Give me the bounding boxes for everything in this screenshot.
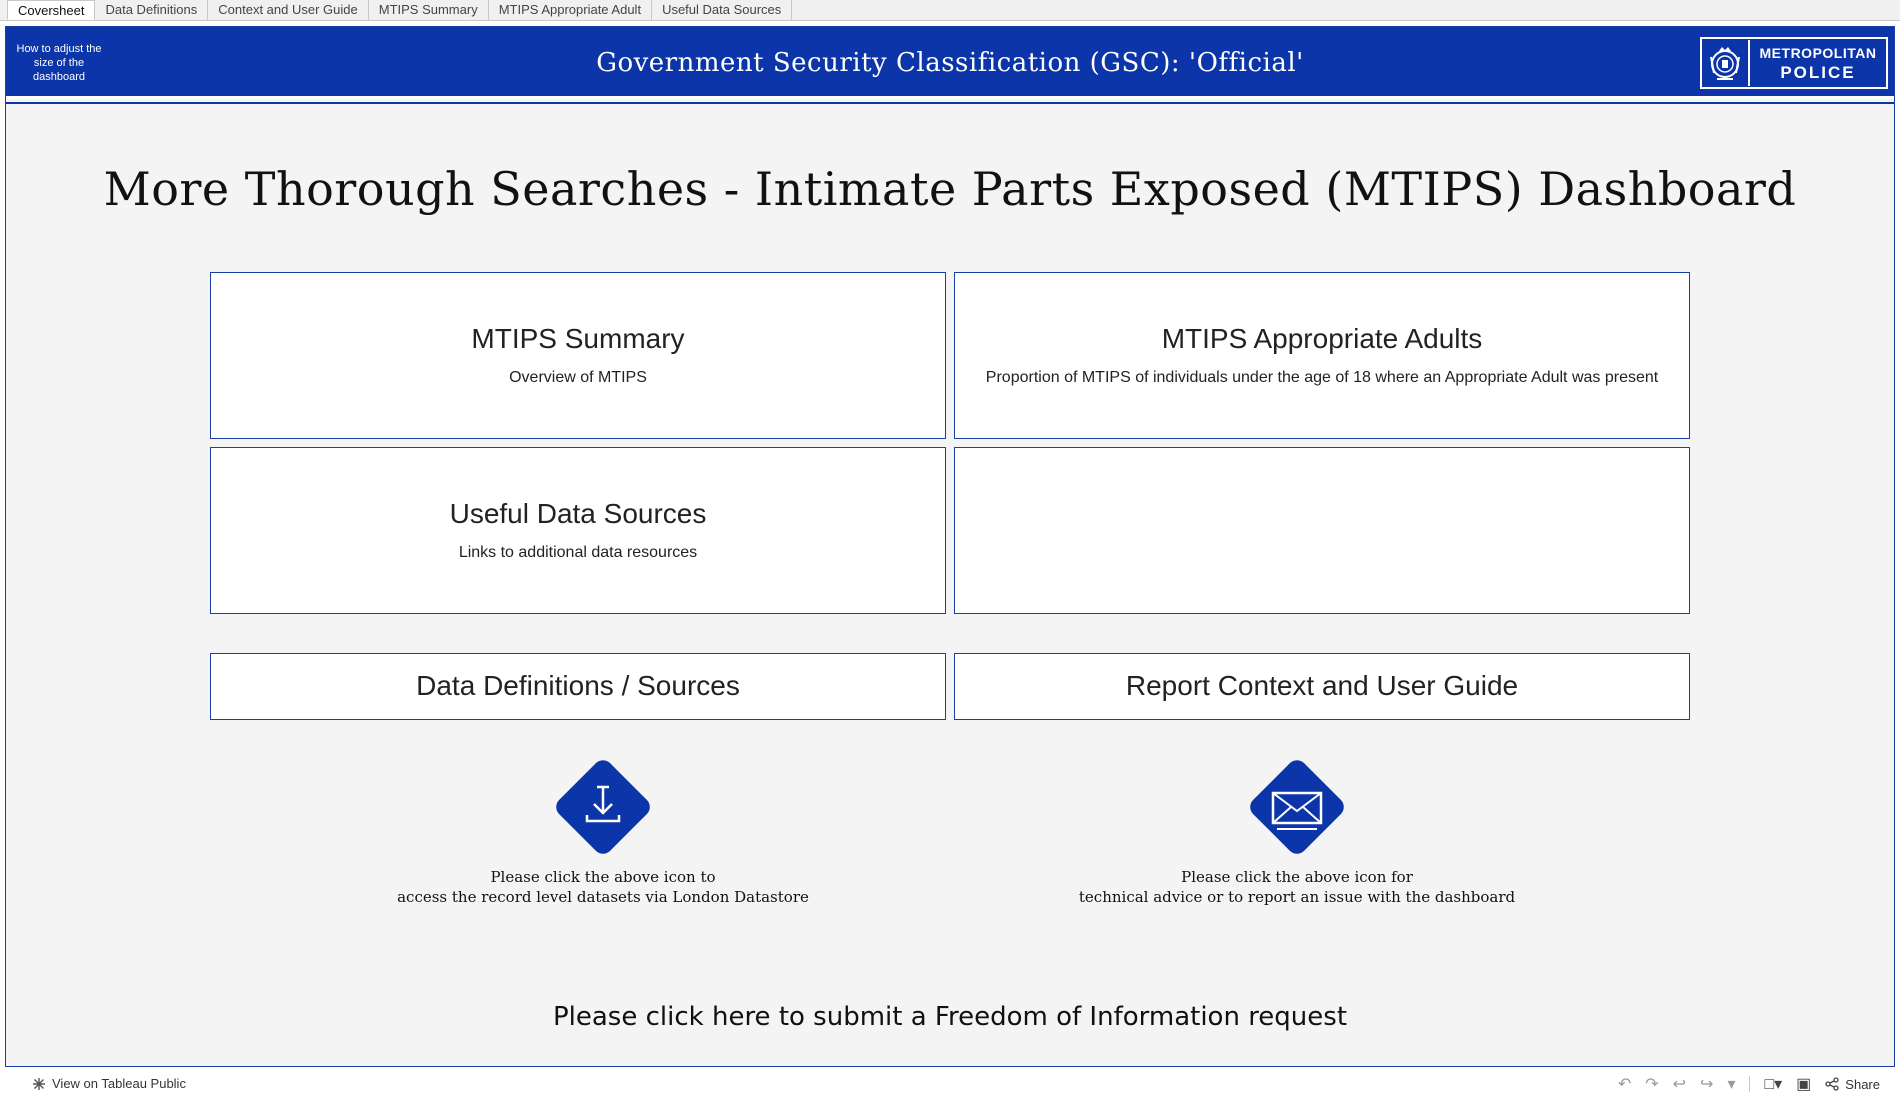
download-icon bbox=[553, 757, 653, 857]
toolbar-separator bbox=[1749, 1076, 1750, 1092]
data-definitions-button[interactable] bbox=[210, 653, 946, 720]
redo-icon[interactable]: ↷ bbox=[1645, 1076, 1659, 1093]
mtips-summary-card[interactable] bbox=[210, 272, 946, 439]
tab-context-user-guide[interactable]: Context and User Guide bbox=[208, 0, 368, 20]
caption-line-1: Please click the above icon to bbox=[490, 868, 716, 886]
header-bar bbox=[6, 27, 1894, 99]
tableau-link-label: View on Tableau Public bbox=[52, 1076, 186, 1091]
mtips-appropriate-adults-card[interactable] bbox=[954, 272, 1690, 439]
share-label: Share bbox=[1845, 1076, 1880, 1092]
download-caption bbox=[353, 867, 853, 907]
caption-line-2: technical advice or to report an issue with the dashboard bbox=[1078, 888, 1516, 906]
pause-dropdown-icon[interactable]: ▾ bbox=[1727, 1076, 1736, 1093]
logo-line-2: POLICE bbox=[1780, 63, 1856, 82]
useful-data-sources-card[interactable] bbox=[210, 447, 946, 614]
foi-request-link[interactable]: Please click here to submit a Freedom of Information request bbox=[552, 1002, 1348, 1032]
revert-icon[interactable]: ↩ bbox=[1672, 1076, 1687, 1093]
share-icon bbox=[1825, 1077, 1839, 1091]
envelope-icon bbox=[1247, 757, 1347, 857]
tableau-logo-icon bbox=[32, 1077, 46, 1091]
logo-wordmark bbox=[1750, 44, 1886, 82]
met-police-logo[interactable] bbox=[1700, 37, 1888, 89]
header-divider bbox=[6, 102, 1894, 104]
empty-card bbox=[954, 447, 1690, 614]
card-subtitle: Overview of MTIPS bbox=[509, 369, 647, 386]
share-button[interactable] bbox=[1825, 1077, 1880, 1092]
caption-line-2: access the record level datasets via London Datastore bbox=[397, 888, 809, 906]
email-caption bbox=[1047, 867, 1547, 907]
page-title: More Thorough Searches - Intimate Parts Exposed (MTIPS) Dashboard bbox=[103, 162, 1797, 216]
classification-banner: Government Security Classification (GSC): 'Official' bbox=[596, 48, 1304, 78]
card-title: MTIPS Appropriate Adults bbox=[1161, 323, 1483, 354]
tab-useful-data-sources[interactable]: Useful Data Sources bbox=[652, 0, 792, 20]
card-title: MTIPS Summary bbox=[471, 323, 685, 354]
card-subtitle: Links to additional data resources bbox=[458, 544, 698, 561]
adjust-size-button[interactable]: How to adjust the size of the dashboard bbox=[16, 43, 102, 83]
contact-email-button[interactable] bbox=[1247, 757, 1347, 857]
tableau-toolbar bbox=[0, 1068, 1900, 1100]
logo-line-1: METROPOLITAN bbox=[1759, 45, 1877, 61]
caption-line-1: Please click the above icon for bbox=[1181, 868, 1413, 886]
undo-icon[interactable]: ↶ bbox=[1617, 1076, 1632, 1093]
button-label: Report Context and User Guide bbox=[1125, 670, 1519, 701]
tab-coversheet[interactable]: Coversheet bbox=[7, 0, 95, 20]
dashboard-canvas bbox=[5, 26, 1895, 1067]
tab-mtips-summary[interactable]: MTIPS Summary bbox=[369, 0, 489, 20]
toolbar-actions bbox=[1618, 1074, 1880, 1094]
tab-data-definitions[interactable]: Data Definitions bbox=[95, 0, 208, 20]
comment-dropdown-icon[interactable]: □▾ bbox=[1764, 1076, 1783, 1093]
view-on-tableau-link[interactable] bbox=[32, 1076, 186, 1091]
button-label: Data Definitions / Sources bbox=[416, 670, 740, 701]
sheet-tab-bar bbox=[0, 0, 1900, 21]
card-subtitle: Proportion of MTIPS of individuals under the age of 18 where an Appropriate Adult was present bbox=[985, 369, 1659, 386]
crest-icon bbox=[1702, 40, 1750, 86]
refresh-icon[interactable]: ↪ bbox=[1700, 1076, 1714, 1093]
tab-mtips-appropriate-adult[interactable]: MTIPS Appropriate Adult bbox=[489, 0, 652, 20]
report-context-button[interactable] bbox=[954, 653, 1690, 720]
datastore-download-button[interactable] bbox=[553, 757, 653, 857]
card-title: Useful Data Sources bbox=[449, 498, 707, 529]
fullscreen-icon[interactable]: ▣ bbox=[1796, 1076, 1812, 1093]
